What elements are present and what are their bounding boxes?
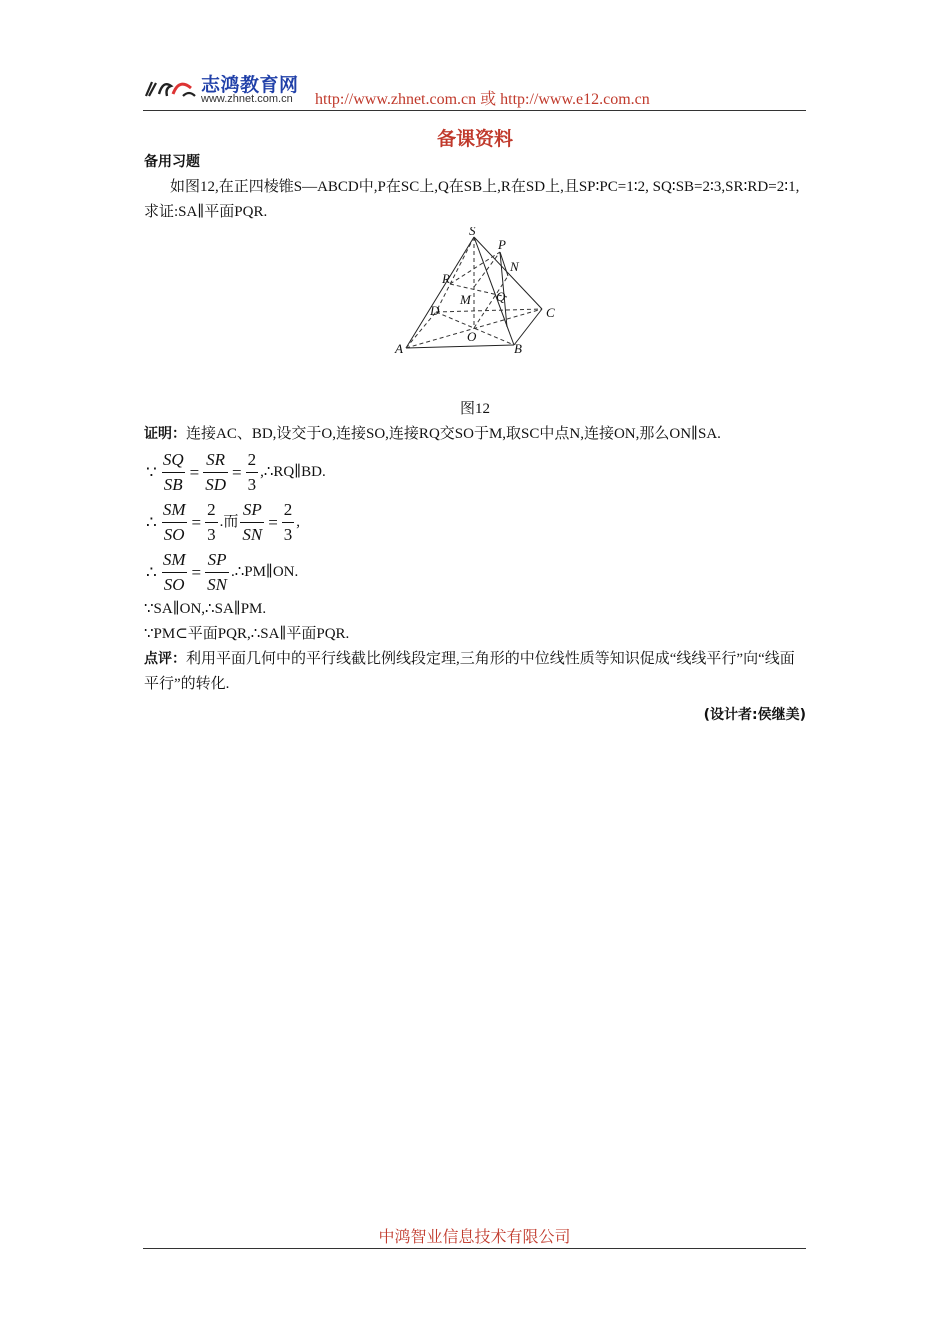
pyramid-diagram — [144, 227, 806, 387]
section-label: 备用习题 — [144, 154, 200, 170]
label-c: C — [546, 305, 555, 320]
equals-sign: = — [191, 562, 202, 582]
comment-text: 利用平面几何中的平行线截比例线段定理,三角形的中位线性质等知识促成“线线平行”向“线面平行”的转化. — [144, 651, 795, 692]
fraction-sp-sn: $\frac{SP}{SN}$ — [240, 498, 264, 547]
page-footer: 中鸿智业信息技术有限公司 — [143, 1224, 806, 1249]
proof-line-2-mid: .而 — [219, 513, 239, 530]
label-o: O — [467, 329, 477, 344]
page-title: 备课资料 — [436, 128, 513, 150]
fraction-sr-sd: $\frac{SR}{SD}$ — [203, 448, 228, 497]
problem-statement: 如图12,在正四棱锥S—ABCD中,P在SC上,Q在SB上,R在SD上,且SP∶PC=1∶2, SQ∶SB=2∶3,SR∶RD=2∶1,求证:SA∥平面PQR. — [144, 179, 800, 220]
proof-line-2 — [144, 497, 806, 547]
therefore-symbol: ∴ — [146, 512, 157, 532]
main-content — [144, 150, 806, 728]
fraction-two-thirds: $\frac{2}{3}$ — [282, 498, 295, 547]
logo-mark-icon — [143, 74, 197, 102]
label-r: R — [442, 271, 450, 286]
comment-label: 点评： — [144, 651, 186, 667]
label-d: D — [430, 303, 440, 318]
proof-line-4: ∵SA∥ON,∴SA∥PM. — [144, 601, 267, 617]
label-a: A — [395, 341, 403, 356]
proof-line-3 — [144, 547, 806, 597]
designer-credit: (设计者:侯继美) — [703, 707, 806, 723]
fraction-sm-so: $\frac{SM}{SO}$ — [161, 548, 188, 597]
because-symbol: ∵ — [146, 462, 157, 482]
proof-intro — [144, 422, 806, 447]
figure-caption: 图12 — [459, 401, 490, 417]
proof-label: 证明： — [144, 426, 186, 442]
fraction-sp-sn: $\frac{SP}{SN}$ — [205, 548, 229, 597]
site-logo[interactable] — [143, 70, 313, 106]
fraction-two-thirds: $\frac{2}{3}$ — [205, 498, 218, 547]
label-s: S — [469, 227, 476, 238]
label-b: B — [514, 341, 522, 356]
equals-sign: = — [231, 462, 242, 482]
label-m: M — [460, 292, 471, 307]
fraction-two-thirds: $\frac{2}{3}$ — [246, 448, 259, 497]
label-p: P — [498, 237, 506, 252]
label-n: N — [510, 259, 519, 274]
proof-line-5: ∵PM⊂平面PQR,∴SA∥平面PQR. — [144, 626, 350, 642]
label-q: Q — [496, 289, 506, 304]
therefore-symbol: ∴ — [146, 562, 157, 582]
equals-sign: = — [189, 462, 200, 482]
proof-line-1-tail: ,∴RQ∥BD. — [260, 463, 326, 480]
fraction-sq-sb: $\frac{SQ}{SB}$ — [161, 448, 186, 497]
pyramid-figure — [144, 227, 806, 387]
logo-url-text: www.zhnet.com.cn — [201, 93, 293, 105]
proof-intro-text: 连接AC、BD,设交于O,连接SO,连接RQ交SO于M,取SC中点N,连接ON,那么ON∥SA. — [186, 426, 721, 442]
comment — [144, 647, 806, 697]
proof-line-3-tail: .∴PM∥ON. — [230, 563, 299, 580]
page-header — [143, 68, 806, 111]
proof-line-2-tail: , — [296, 513, 301, 530]
equals-sign: = — [191, 512, 202, 532]
fraction-sm-so: $\frac{SM}{SO}$ — [161, 498, 188, 547]
equals-sign: = — [268, 512, 278, 532]
logo-chinese-text: 志鸿教育网 — [201, 74, 299, 96]
header-links[interactable]: http://www.zhnet.com.cn 或 http://www.e12.com.cn — [315, 91, 650, 108]
proof-line-1 — [144, 447, 806, 497]
